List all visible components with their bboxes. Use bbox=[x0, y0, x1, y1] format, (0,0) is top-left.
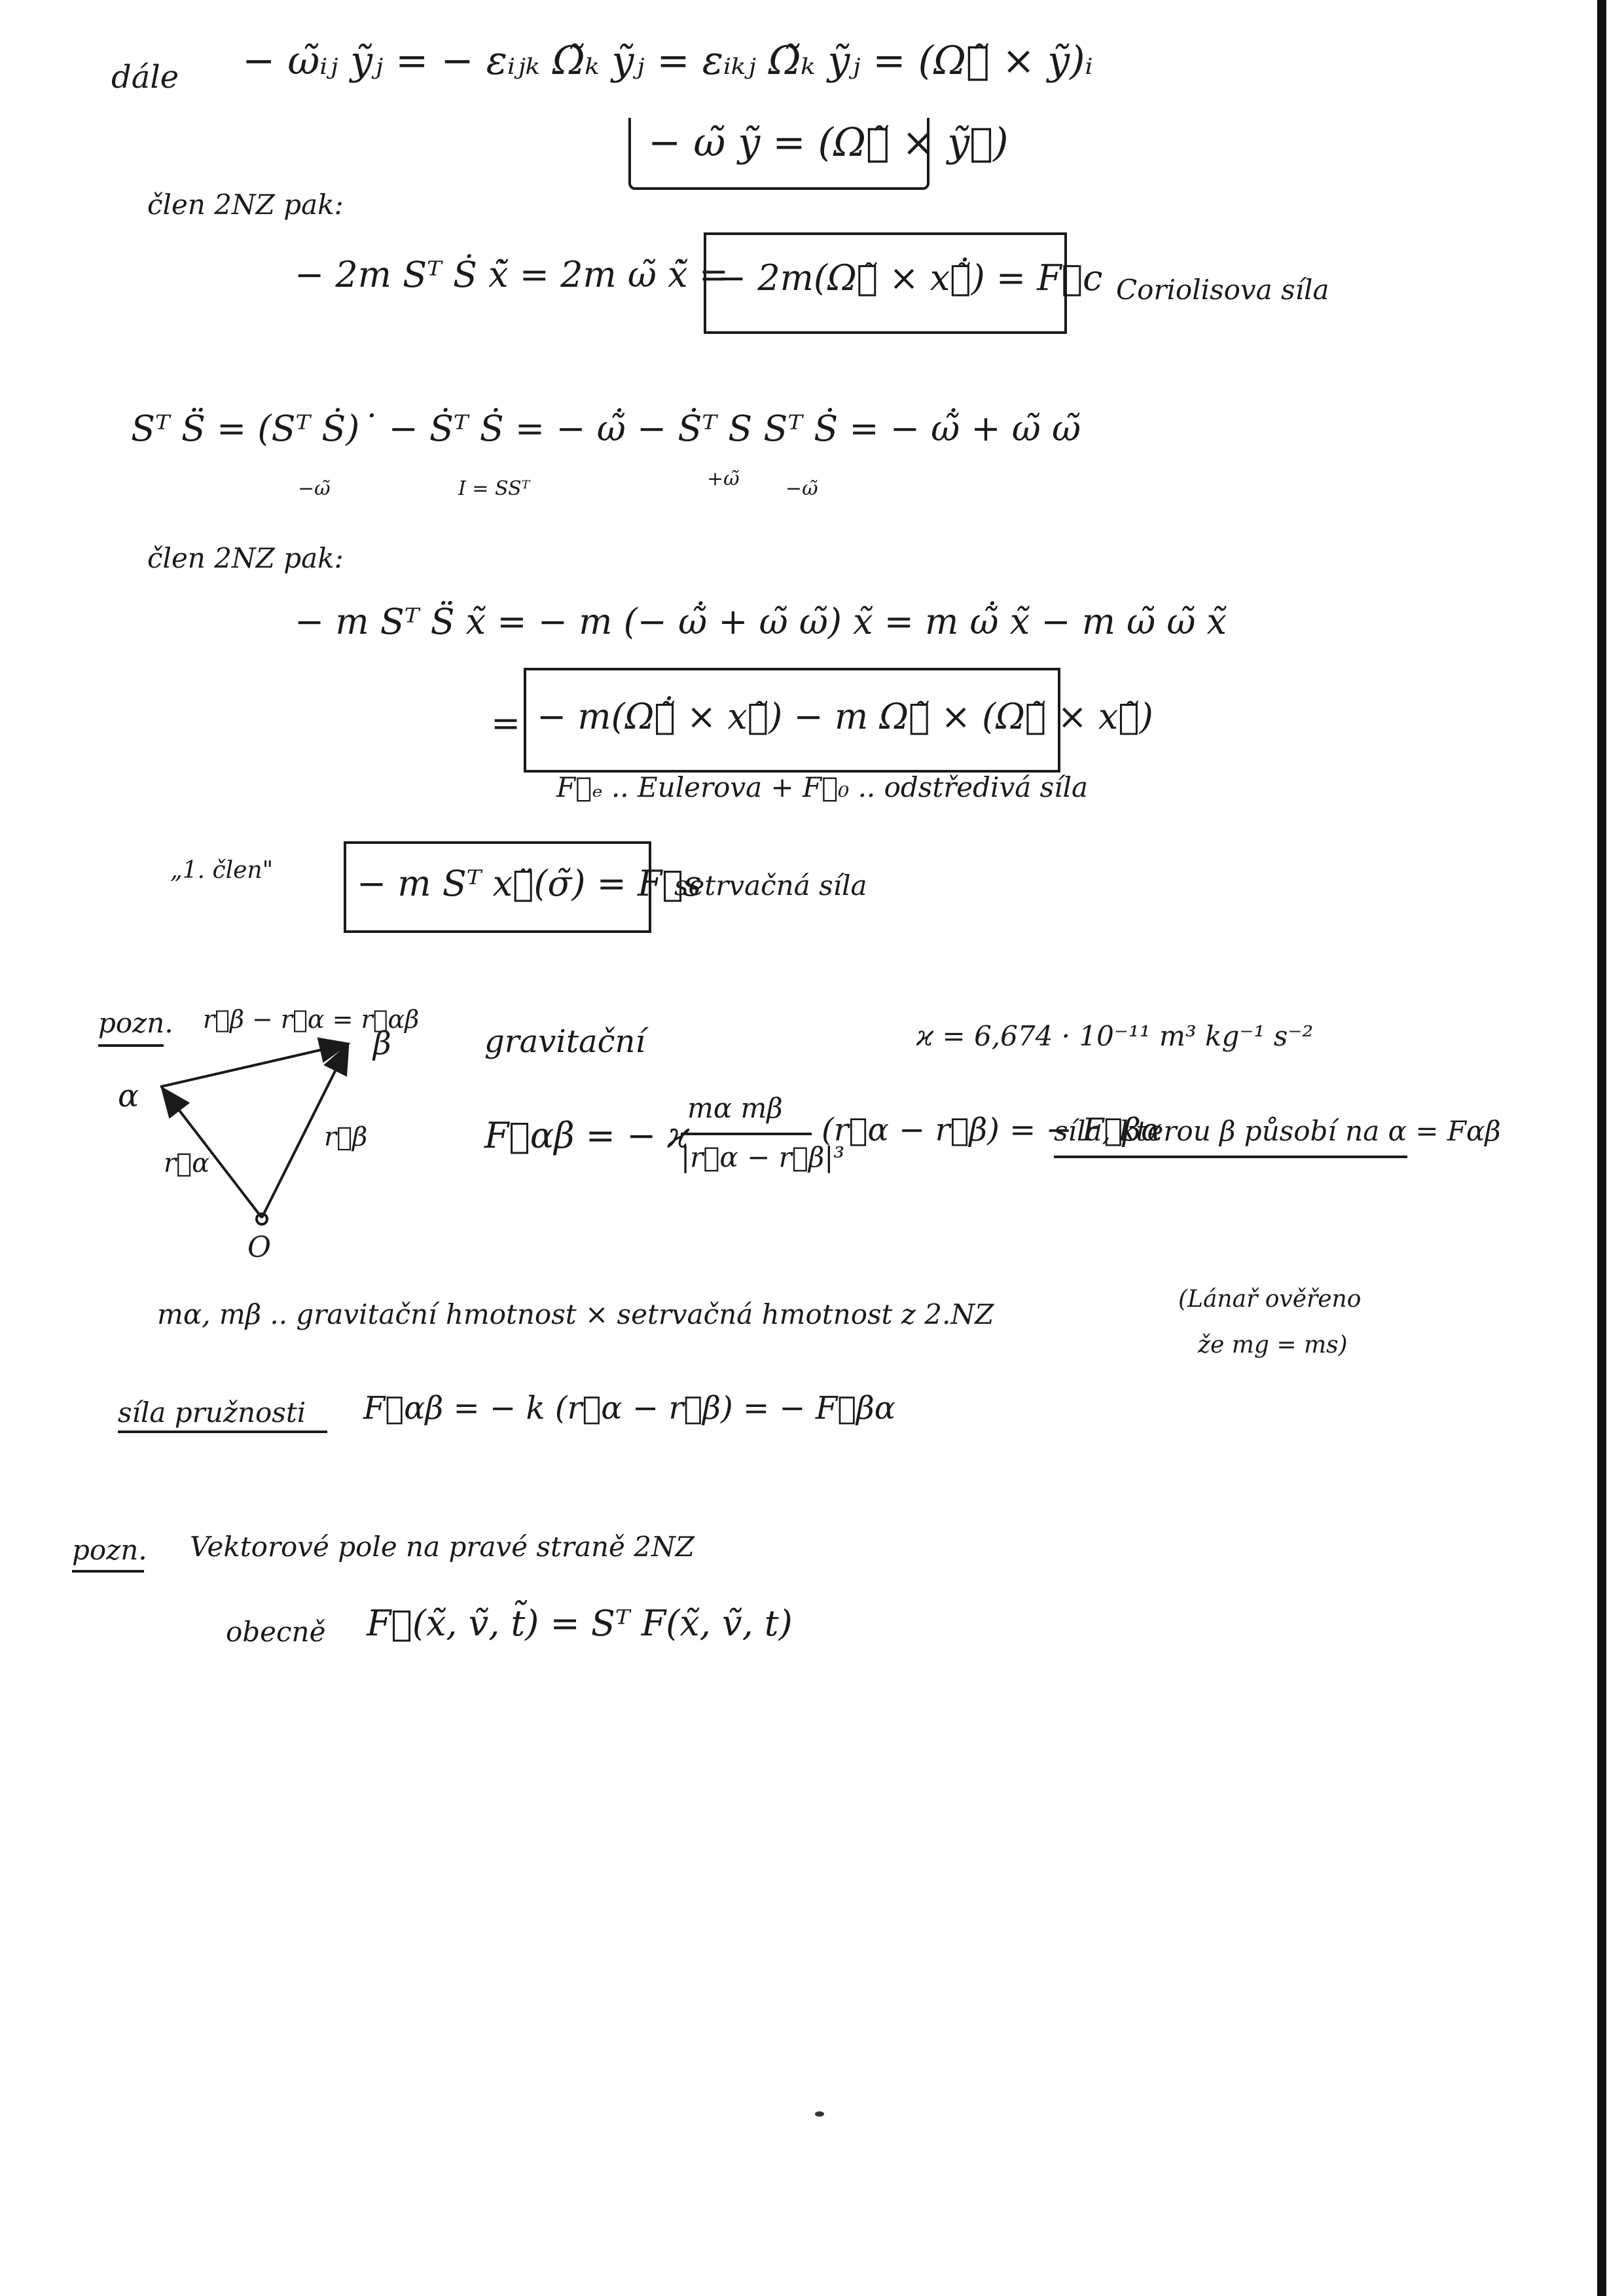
position-vector-diagram bbox=[98, 982, 425, 1264]
euler-heading: člen 2NZ pak: bbox=[147, 542, 344, 574]
vector-difference-label: r⃗β − r⃗α = r⃗αβ bbox=[203, 1005, 420, 1034]
vector-r-alpha-beta-arrow bbox=[160, 1044, 346, 1087]
inertial-name: setrvačná síla bbox=[674, 869, 867, 902]
spring-force-label: síla pružnosti bbox=[118, 1396, 306, 1429]
underbrace-note-4: −ω̃ bbox=[785, 477, 818, 500]
point-alpha-label: α bbox=[118, 1078, 139, 1114]
euler-centrifugal-forces: − m(Ω⃗̃̇ × x⃗̃) − m Ω⃗̃ × (Ω⃗̃ × x⃗̃) bbox=[537, 696, 1153, 737]
underbrace-note-2: I = SSᵀ bbox=[458, 477, 530, 500]
equals-sign: = bbox=[491, 702, 521, 744]
origin-label: O bbox=[247, 1231, 272, 1264]
remark-label-1: pozn. bbox=[98, 1007, 173, 1039]
force-transform-equation: F⃗(x̃, ṽ, t̃) = Sᵀ F(x̃, ṽ, t) bbox=[367, 1603, 793, 1644]
gravitational-constant: ϰ = 6,674 · 10⁻¹¹ m³ kg⁻¹ s⁻² bbox=[916, 1020, 1314, 1052]
gravity-force-rhs: (r⃗α − r⃗β) = − F⃗βα bbox=[821, 1112, 1163, 1148]
spring-force-equation: F⃗αβ = − k (r⃗α − r⃗β) = − F⃗βα bbox=[363, 1390, 896, 1427]
gravitation-label: gravitační bbox=[484, 1023, 645, 1060]
second-derivative-equation: Sᵀ S̈ = (Sᵀ Ṡ)˙ − Ṡᵀ Ṡ = − ω̃̇ − Ṡᵀ S Sᵀ Ṡ = − ω̃̇ + ω̃ ω̃ bbox=[131, 408, 1081, 449]
inertial-force: − m Sᵀ x⃗̈(σ̃) = F⃗s bbox=[357, 863, 702, 904]
coriolis-equation: − 2m Sᵀ Ṡ x̃̇ = 2m ω̃ x̃̇ = bbox=[295, 254, 729, 295]
vector-field-sentence: Vektorové pole na pravé straně 2NZ bbox=[190, 1531, 695, 1563]
verified-note-2: že mg = ms) bbox=[1198, 1332, 1348, 1358]
vector-r-beta-label: r⃗β bbox=[324, 1122, 368, 1152]
gravity-fraction-numerator: mα mβ bbox=[687, 1092, 783, 1124]
euler-centrifugal-names: F⃗ₑ .. Eulerova + F⃗₀ .. odstředivá síla bbox=[556, 771, 1089, 803]
vector-r-alpha-label: r⃗α bbox=[164, 1148, 210, 1178]
point-beta-label: β bbox=[373, 1025, 391, 1062]
underbrace-note-1: −ω̃ bbox=[298, 477, 331, 500]
mass-comparison: mα, mβ .. gravitační hmotnost × setrvačná hmotnost z 2.NZ bbox=[157, 1298, 994, 1330]
spring-label-underline bbox=[118, 1430, 327, 1433]
coriolis-force: − 2m(Ω⃗̃ × x⃗̃̇) = F⃗c bbox=[717, 257, 1103, 299]
gravity-force-lhs: F⃗αβ = − ϰ bbox=[484, 1115, 690, 1156]
coriolis-heading: člen 2NZ pak: bbox=[147, 189, 344, 221]
remark-label-2: pozn. bbox=[72, 1534, 147, 1566]
index-equation: − ω̃ᵢⱼ ỹⱼ = − εᵢⱼₖ Ω̃ₖ ỹⱼ = εᵢₖⱼ Ω̃ₖ ỹⱼ = (Ω⃗̃ × ỹ)ᵢ bbox=[242, 38, 1093, 84]
scan-speck bbox=[815, 2111, 824, 2117]
remark-underline-2 bbox=[72, 1570, 144, 1573]
coriolis-name: Coriolisova síla bbox=[1116, 274, 1329, 306]
gravity-meaning-underline bbox=[1054, 1156, 1407, 1158]
first-term-label: „1. člen" bbox=[170, 857, 274, 884]
cross-identity: − ω̃ ỹ = (Ω⃗̃ × ỹ⃗) bbox=[648, 120, 1009, 166]
gravity-fraction-bar bbox=[681, 1133, 812, 1135]
verified-note-1: (Lánař ověřeno bbox=[1178, 1286, 1362, 1313]
intro-word: dále bbox=[111, 59, 179, 96]
gravity-force-meaning: síla, kterou β působí na α = Fαβ bbox=[1054, 1115, 1501, 1147]
page-edge-scan-shadow bbox=[1597, 0, 1606, 2296]
underbrace-note-3: +ω̃ bbox=[707, 467, 740, 490]
euler-centrifugal-equation: − m Sᵀ S̈ x̃ = − m (− ω̃̇ + ω̃ ω̃) x̃ = m ω̃̇ x̃ − m ω̃ ω̃ x̃ bbox=[295, 601, 1227, 642]
general-label: obecně bbox=[226, 1616, 326, 1648]
gravity-fraction-denominator: |r⃗α − r⃗β|³ bbox=[681, 1141, 845, 1173]
